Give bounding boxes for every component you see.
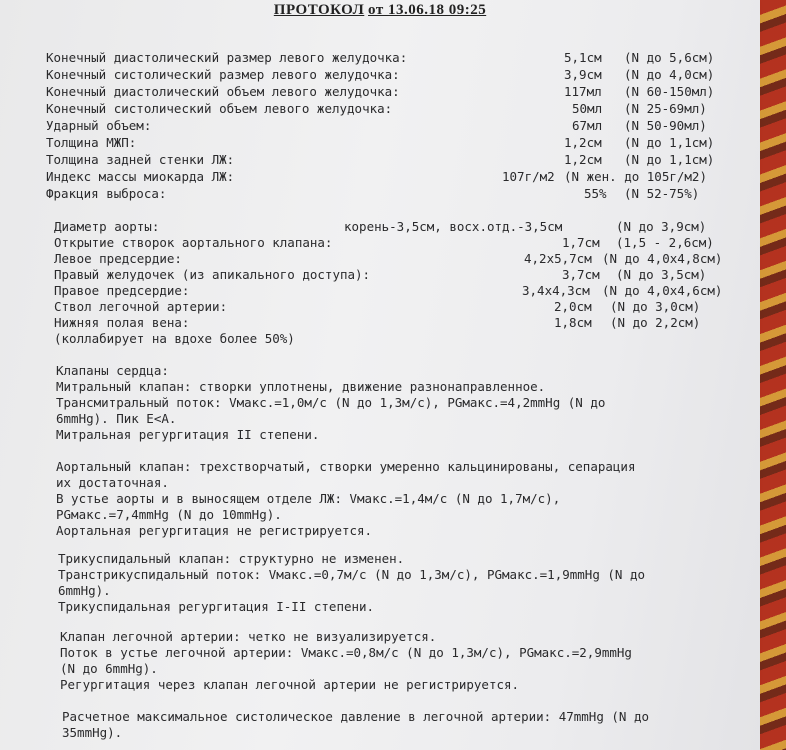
protocol-date: от 13.06.18 09:25 xyxy=(368,2,487,18)
measurement-value: 1,2см xyxy=(564,152,602,167)
measurement-label: Толщина задней стенки ЛЖ: xyxy=(46,152,235,167)
measurement-norm: (N 60-150мл) xyxy=(624,84,715,99)
measurement-value: 107г/м2 xyxy=(502,169,555,184)
measurement-label: Правое предсердие: xyxy=(54,283,190,298)
text-line: 35mmHg). xyxy=(62,725,123,740)
measurement-norm: (N до 4,0см) xyxy=(624,67,715,82)
aorta-norm: (N до 3,9см) xyxy=(616,219,707,234)
measurement-norm: (N до 2,2см) xyxy=(610,315,701,330)
measurement-norm: (N до 3,0см) xyxy=(610,299,701,314)
measurement-value: 1,2см xyxy=(564,135,602,150)
text-line: (N до 6mmHg). xyxy=(60,661,158,676)
text-line: Митральная регургитация II степени. xyxy=(56,427,320,442)
measurement-norm: (1,5 - 2,6см) xyxy=(616,235,714,250)
measurement-norm: (N до 1,1см) xyxy=(624,135,715,150)
text-line: Митральный клапан: створки уплотнены, движение разнонаправленное. xyxy=(56,379,546,394)
text-line: Регургитация через клапан легочной артерии не регистрируется. xyxy=(60,677,520,692)
valves-heading: Клапаны сердца: xyxy=(56,363,169,378)
measurement-norm: (N до 4,0x4,8см) xyxy=(602,251,723,266)
text-line: Транстрикуспидальный поток: Vмакс.=0,7м/с (N до 1,3м/с), PGмакс.=1,9mmHg (N до xyxy=(58,567,645,582)
protocol-header xyxy=(0,2,760,19)
measurement-label: Нижняя полая вена: xyxy=(54,315,190,330)
measurement-label: Конечный диастолический размер левого желудочка: xyxy=(46,50,408,65)
measurement-label: Ствол легочной артерии: xyxy=(54,299,228,314)
text-line: Клапан легочной артерии: четко не визуализируется. xyxy=(60,629,437,644)
text-line: 6mmHg). Пик E<A. xyxy=(56,411,177,426)
text-line: Аортальный клапан: трехстворчатый, створки умеренно кальцинированы, сепарация xyxy=(56,459,636,474)
measurement-value: 3,4x4,3см xyxy=(522,283,590,298)
measurement-value: 3,9см xyxy=(564,67,602,82)
measurement-label: Толщина МЖП: xyxy=(46,135,137,150)
text-line: В устье аорты и в выносящем отделе ЛЖ: Vмакс.=1,4м/с (N до 1,7м/с), xyxy=(56,491,561,506)
ivc-note: (коллабирует на вдохе более 50%) xyxy=(54,331,295,346)
text-line: Аортальная регургитация не регистрируется. xyxy=(56,523,373,538)
text-line: Поток в устье легочной артерии: Vмакс.=0,8м/с (N до 1,3м/с), PGмакс.=2,9mmHg xyxy=(60,645,632,660)
measurement-value: 5,1см xyxy=(564,50,602,65)
measurement-norm: (N до 5,6см) xyxy=(624,50,715,65)
text-line: Трикуспидальный клапан: структурно не изменен. xyxy=(58,551,405,566)
measurement-norm: (N до 4,0x4,6см) xyxy=(602,283,723,298)
text-line: Трикуспидальная регургитация I-II степени. xyxy=(58,599,375,614)
measurement-value: 1,8см xyxy=(554,315,592,330)
measurement-label: Ударный объем: xyxy=(46,118,152,133)
text-line: Расчетное максимальное систолическое давление в легочной артерии: 47mmHg (N до xyxy=(62,709,649,724)
text-line: 6mmHg). xyxy=(58,583,111,598)
measurement-value: 50мл xyxy=(572,101,603,116)
text-line: Трансмитральный поток: Vмакс.=1,0м/с (N до 1,3м/с), PGмакс.=4,2mmHg (N до xyxy=(56,395,606,410)
measurement-value: 2,0см xyxy=(554,299,592,314)
measurement-norm: (N 25-69мл) xyxy=(624,101,707,116)
measurement-label: Индекс массы миокарда ЛЖ: xyxy=(46,169,235,184)
protocol-title: ПРОТОКОЛ xyxy=(273,2,365,18)
measurement-norm: (N 50-90мл) xyxy=(624,118,707,133)
measurement-norm: (N 52-75%) xyxy=(624,186,700,201)
measurement-value: 67мл xyxy=(572,118,603,133)
measurement-label: Фракция выброса: xyxy=(46,186,167,201)
background-fabric xyxy=(760,0,786,750)
text-line: их достаточная. xyxy=(56,475,169,490)
measurement-norm: (N до 3,5см) xyxy=(616,267,707,282)
measurement-value: 3,7см xyxy=(562,267,600,282)
measurement-value: 55% xyxy=(584,186,607,201)
aorta-value: корень-3,5см, восх.отд.-3,5см xyxy=(344,219,563,234)
measurement-value: 4,2x5,7см xyxy=(524,251,592,266)
measurement-value: 1,7см xyxy=(562,235,600,250)
text-line: PGмакс.=7,4mmHg (N до 10mmHg). xyxy=(56,507,282,522)
measurement-norm: (N до 1,1см) xyxy=(624,152,715,167)
measurement-label: Правый желудочек (из апикального доступа): xyxy=(54,267,371,282)
measurement-label: Конечный систолический размер левого желудочка: xyxy=(46,67,400,82)
aorta-label: Диаметр аорты: xyxy=(54,219,160,234)
measurement-label: Конечный систолический объем левого желудочка: xyxy=(46,101,393,116)
measurement-label: Конечный диастолический объем левого желудочка: xyxy=(46,84,400,99)
measurement-norm: (N жен. до 105г/м2) xyxy=(564,169,707,184)
measurement-label: Левое предсердие: xyxy=(54,251,182,266)
measurement-label: Открытие створок аортального клапана: xyxy=(54,235,333,250)
measurement-value: 117мл xyxy=(564,84,602,99)
